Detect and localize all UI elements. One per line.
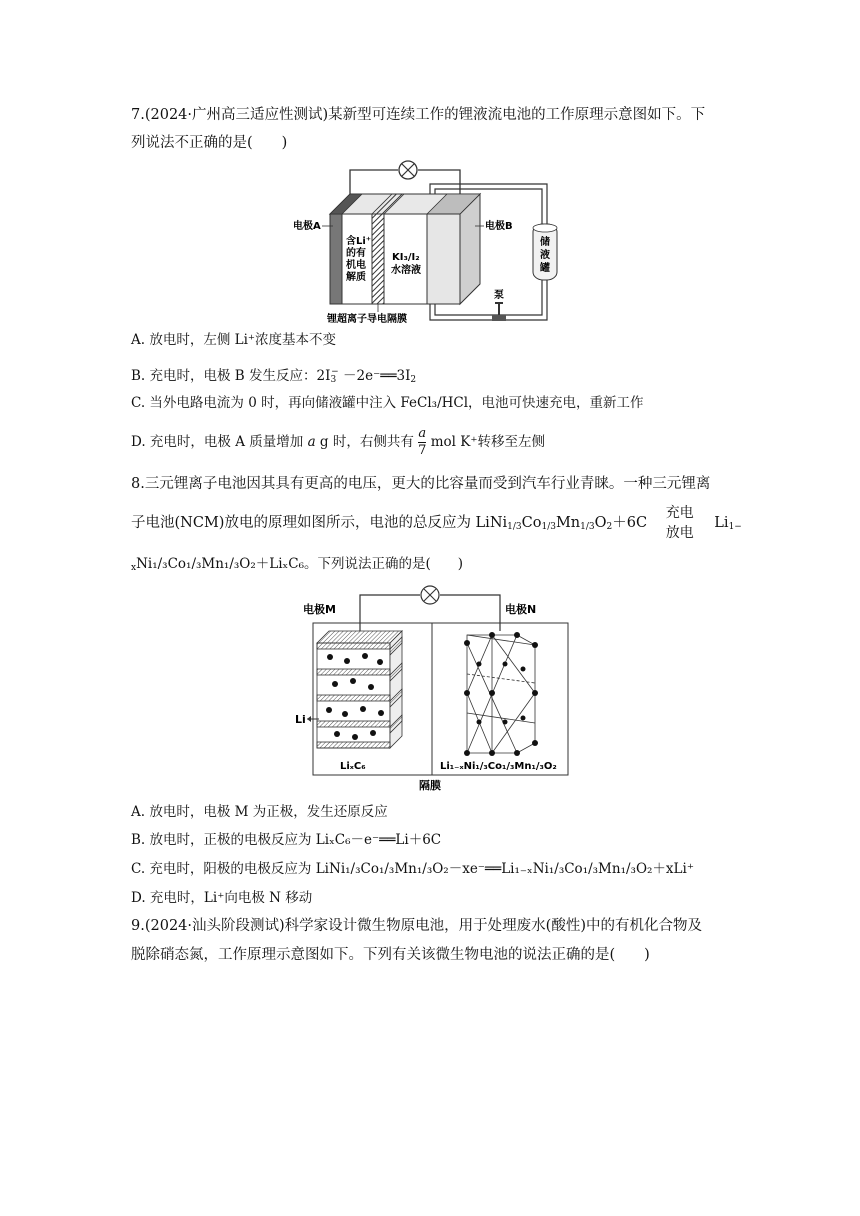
pump-icon (492, 315, 506, 321)
q7-option-d-suffix: mol K⁺转移至左侧 (430, 434, 545, 450)
li-label: Li (295, 713, 306, 726)
left-electrolyte-line3: 机电 (346, 260, 366, 271)
right-solution-formula: KI₃/I₂ (392, 252, 420, 263)
q7-option-b-mid: －2e⁻══3I (343, 368, 411, 384)
separator-label: 隔膜 (419, 779, 441, 792)
arrow-top-label: 充电 (665, 505, 694, 521)
q8-option-b: B. 放电时，正极的电极反应为 LiₓC₆－e⁻══Li＋6C (131, 832, 442, 848)
graphite-layers (317, 631, 402, 748)
q7-figure (285, 152, 575, 332)
q8-option-c: C. 充电时，阳极的电极反应为 LiNi₁/₃Co₁/₃Mn₁/₃O₂－xe⁻══Li₁₋ₓNi₁/₃Co₁/₃Mn₁/₃O₂＋xLi⁺ (131, 861, 694, 877)
q8-stem-line3-text: Ni₁/₃Co₁/₃Mn₁/₃O₂＋LiₓC₆。下列说法正确的是( ) (136, 556, 464, 572)
q8-stem-line2: 子电池(NCM)放电的原理如图所示，电池的总反应为 $LiNi_{1/3}Co_{1/3}Mn_{1/3}O_2+6C$ 充电 放电 $Li_{1-}$ (131, 505, 742, 541)
q9-stem-line2: 脱除硝态氮，工作原理示意图如下。下列有关该微生物电池的说法正确的是( ) (131, 947, 650, 963)
arrow-left-icon (307, 716, 311, 722)
q7-option-d-unit: g 时，右侧共有 (319, 434, 414, 450)
q7-stem-line2: 列说法不正确的是( ) (131, 135, 288, 151)
q8-stem-line2-tail: Li (714, 515, 729, 531)
electrode-m-label: 电极M (303, 603, 336, 616)
q7-option-b-prefix: B. 充电时，电极 B 发生反应：2I (131, 368, 331, 384)
q7-stem-line1: 7.(2024·广州高三适应性测试)某新型可连续工作的锂液流电池的工作原理示意图如下。下 (131, 107, 706, 123)
q7-option-c: C. 当外电路电流为 0 时，再向储液罐中注入 FeCl₃/HCl，电池可快速充电，重新工作 (131, 395, 644, 411)
q8-stem-line2-rest: ＋6C (612, 515, 648, 531)
left-electrolyte-line2: 的有 (346, 248, 366, 259)
q7-option-a: A. 放电时，左侧 Li⁺浓度基本不变 (131, 332, 337, 348)
q7-option-d (131, 425, 545, 459)
tank-label-2: 液 (540, 250, 550, 261)
electrode-b-label: 电极B (485, 221, 513, 232)
q7-option-b: B. 充电时，电极 B 发生反应：$2I_3^-$ $-2e^-══3I_2$ (131, 367, 417, 385)
q8-option-a: A. 放电时，电极 M 为正极，发生还原反应 (131, 804, 388, 820)
fraction-denominator: 7 (418, 443, 427, 458)
electrode-a-label: 电极A (293, 221, 321, 232)
right-solution-label: 水溶液 (391, 265, 421, 276)
electrode-n-label: 电极N (505, 603, 537, 616)
left-compound-label: LiₓC₆ (340, 761, 366, 772)
q8-stem-line2-prefix: 子电池(NCM)放电的原理如图所示，电池的总反应为 LiNi (131, 515, 508, 531)
fraction-numerator: a (418, 426, 427, 441)
tank-label-3: 罐 (540, 263, 550, 274)
q7-option-d-fraction (418, 426, 426, 459)
q8-stem-line1: 8.三元锂离子电池因其具有更高的电压，更大的比容量而受到汽车行业青睐。一种三元锂离 (131, 476, 711, 492)
left-electrolyte-line1: 含Li⁺ (346, 236, 372, 247)
arrow-bottom-label: 放电 (665, 525, 694, 541)
membrane-label: 锂超离子导电隔膜 (327, 314, 407, 325)
pump-label: 泵 (494, 290, 504, 301)
q7-option-d-var: a (307, 434, 316, 450)
q8-option-d: D. 充电时，Li⁺向电极 N 移动 (131, 890, 313, 906)
q7-option-d-prefix: D. 充电时，电极 A 质量增加 (131, 434, 304, 450)
q8-stem-line3: $_x$Ni₁/₃Co₁/₃Mn₁/₃O₂＋LiₓC₆。下列说法正确的是( ) (131, 556, 464, 573)
reaction-arrow (666, 503, 694, 543)
q8-figure (285, 583, 575, 793)
left-electrolyte-line4: 解质 (346, 272, 366, 283)
q9-stem-line1: 9.(2024·汕头阶段测试)科学家设计微生物原电池，用于处理废水(酸性)中的有机化合物及 (131, 918, 702, 934)
right-compound-label: Li₁₋ₓNi₁/₃Co₁/₃Mn₁/₃O₂ (440, 761, 557, 772)
tank-label-1: 储 (540, 237, 550, 248)
